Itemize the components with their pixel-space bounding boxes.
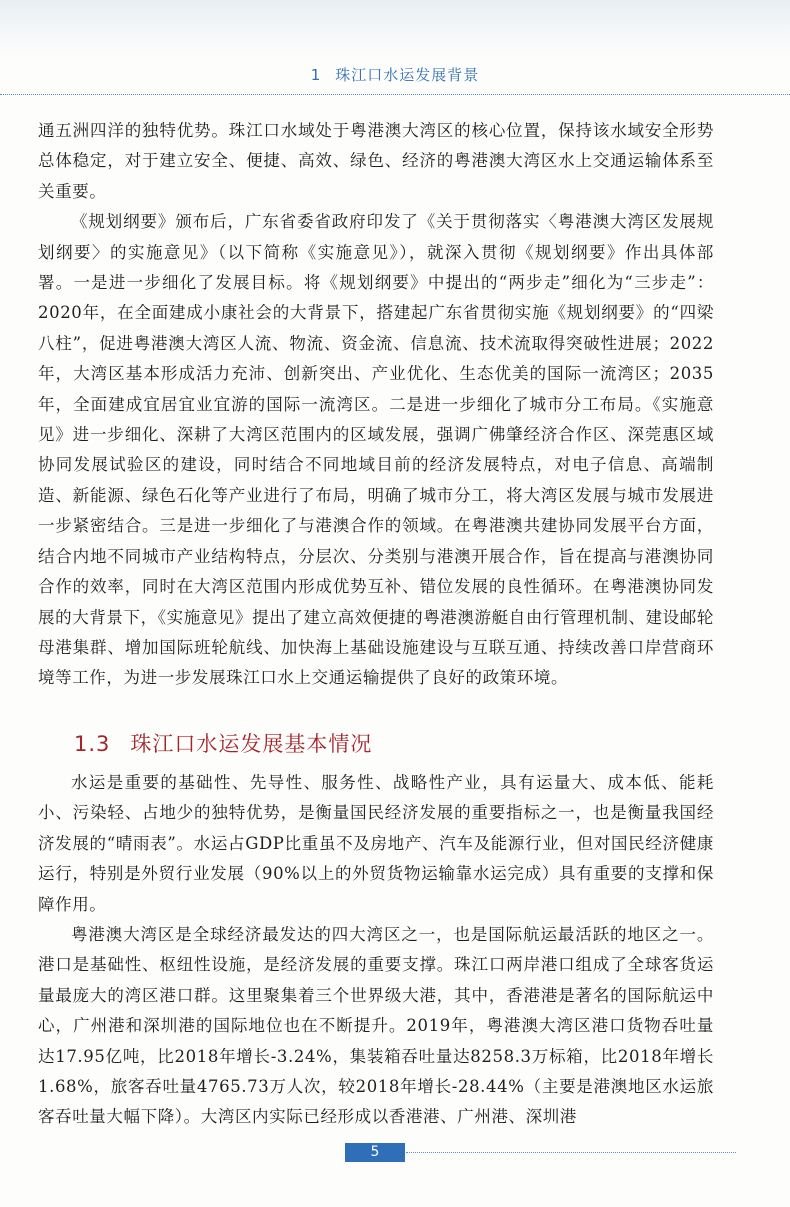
section-title: 珠江口水运发展基本情况 [130,732,373,756]
body-text-top [38,116,714,694]
body-text-bottom [38,768,714,1133]
chapter-title: 珠江口水运发展背景 [335,66,480,84]
section-heading [74,728,372,758]
header-band [0,0,790,58]
section-number: 1.3 [74,732,111,756]
paragraph: 水运是重要的基础性、先导性、服务性、战略性产业，具有运量大、成本低、能耗小、污染轻、占地少的独特优势，是衡量国民经济发展的重要指标之一，也是衡量我国经济发展的“晴雨表”。水运占GDP比重虽不及房地产、汽车及能源行业，但对国民经济健康运行，特别是外贸行业发展（90%以上的外贸货物运输靠水运完成）具有重要的支撑和保障作用。 [38,773,714,914]
page-number: 5 [345,1143,405,1162]
footer-divider [406,1152,736,1153]
running-header [0,64,790,85]
header-divider [0,94,790,95]
paragraph: 通五洲四洋的独特优势。珠江口水域处于粤港澳大湾区的核心位置，保持该水域安全形势总体稳定，对于建立安全、便捷、高效、绿色、经济的粤港澳大湾区水上交通运输体系至关重要。 [38,121,714,201]
paragraph: 《规划纲要》颁布后，广东省委省政府印发了《关于贯彻落实〈粤港澳大湾区发展规划纲要〉的实施意见》（以下简称《实施意见》），就深入贯彻《规划纲要》作出具体部署。一是进一步细化了发展目标。将《规划纲要》中提出的“两步走”细化为“三步走”：2020年，在全面建成小康社会的大背景下，搭建起广东省贯彻实施《规划纲要》的“四梁八柱”，促进粤港澳大湾区人流、物流、资金流、信息流、技术流取得突破性进展；2022年，大湾区基本形成活力充沛、创新突出、产业优化、生态优美的国际一流湾区；2035年，全面建成宜居宜业宜游的国际一流湾区。二是进一步细化了城市分工布局。《实施意见》进一步细化、深耕了大湾区范围内的区域发展，强调广佛肇经济合作区、深莞惠区域协同发展试验区的建设，同时结合不同地域目前的经济发展特点，对电子信息、高端制造、新能源、绿色石化等产业进行了布局，明确了城市分工，将大湾区发展与城市发展进一步紧密结合。三是进一步细化了与港澳合作的领域。在粤港澳共建协同发展平台方面，结合内地不同城市产业结构特点，分层次、分类别与港澳开展合作，旨在提高与港澳协同合作的效率，同时在大湾区范围内形成优势互补、错位发展的良性循环。在粤港澳协同发展的大背景下，《实施意见》提出了建立高效便捷的粤港澳游艇自由行管理机制、建设邮轮母港集群、增加国际班轮航线、加快海上基础设施建设与互联互通、持续改善口岸营商环境等工作，为进一步发展珠江口水上交通运输提供了良好的政策环境。 [38,212,714,688]
chapter-number: 1 [310,66,322,84]
paragraph: 粤港澳大湾区是全球经济最发达的四大湾区之一，也是国际航运最活跃的地区之一。港口是基础性、枢纽性设施，是经济发展的重要支撑。珠江口两岸港口组成了全球客货运量最庞大的湾区港口群。这里聚集着三个世界级大港，其中，香港港是著名的国际航运中心，广州港和深圳港的国际地位也在不断提升。2019年，粤港澳大湾区港口货物吞吐量达17.95亿吨，比2018年增长-3.24%，集装箱吞吐量达8258.3万标箱，比2018年增长1.68%，旅客吞吐量4765.73万人次，较2018年增长-28.44%（主要是港澳地区水运旅客吞吐量大幅下降）。大湾区内实际已经形成以香港港、广州港、深圳港 [38,925,714,1127]
